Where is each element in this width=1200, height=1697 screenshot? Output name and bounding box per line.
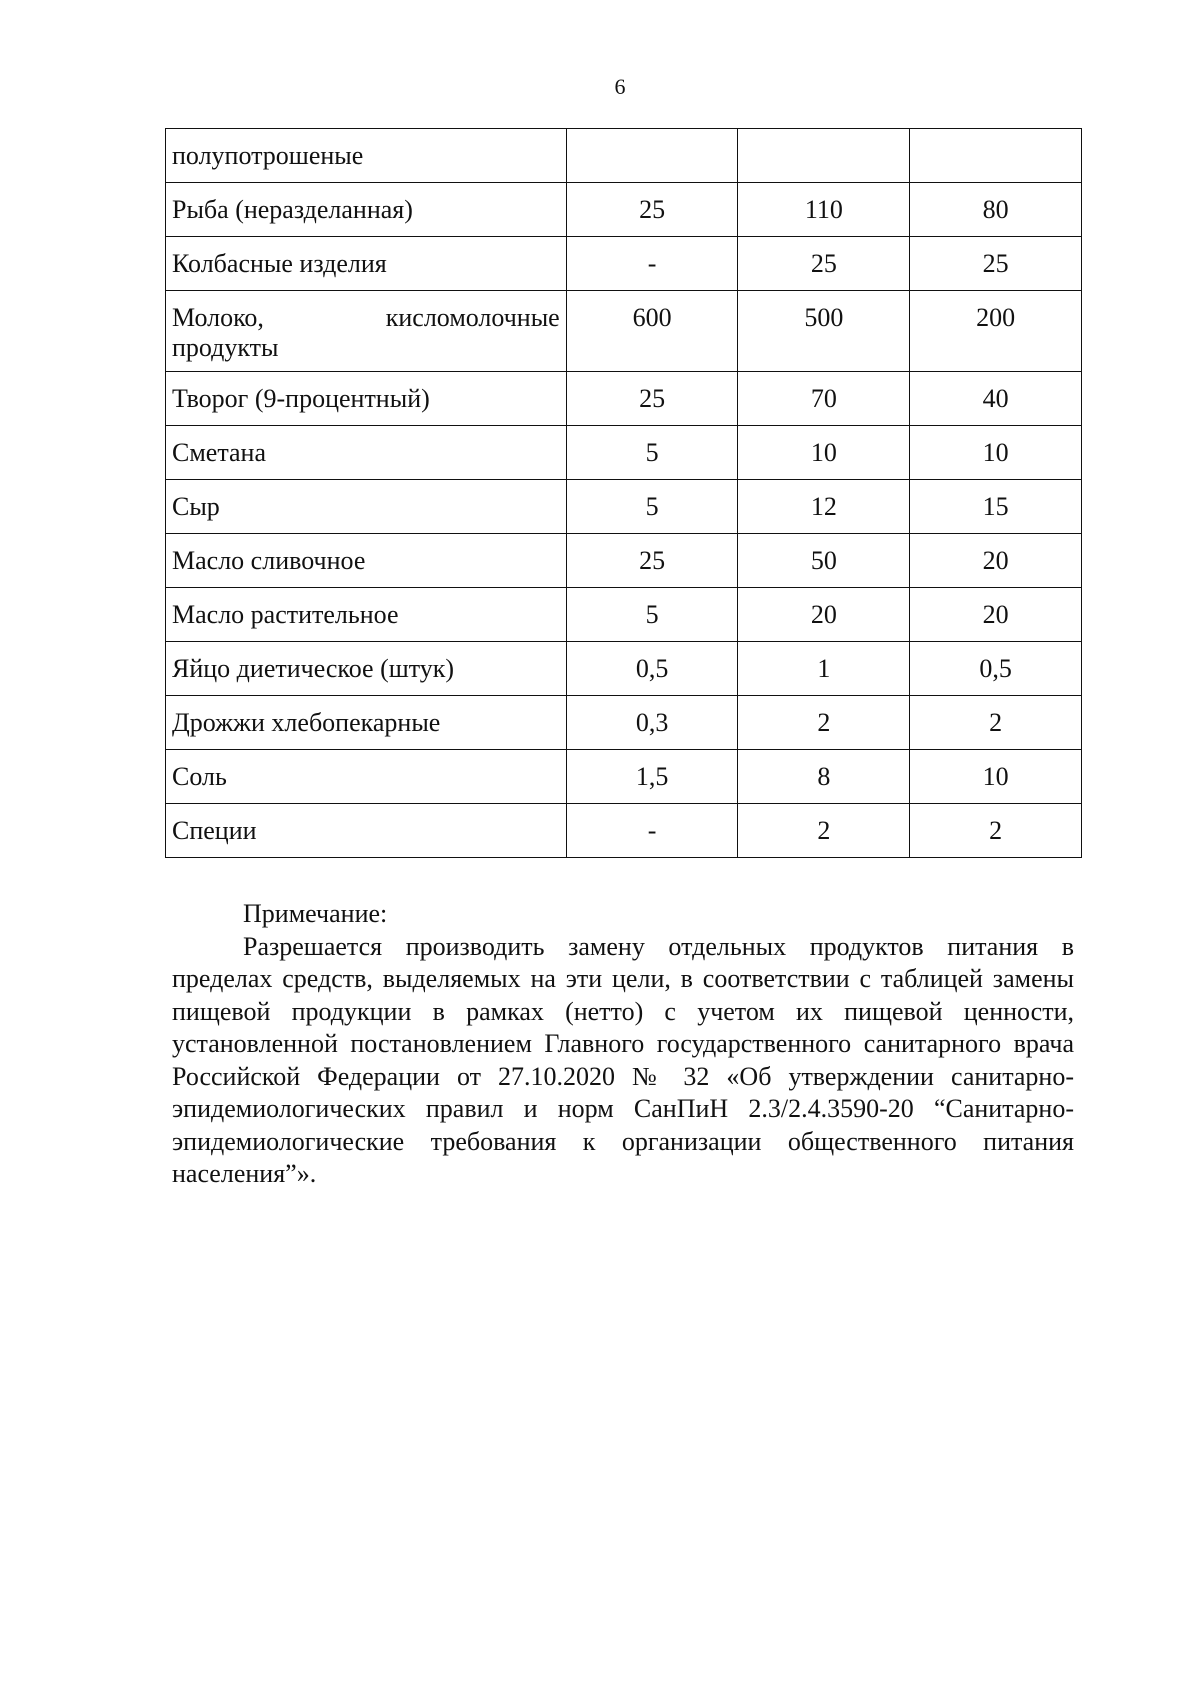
- page-number: 6: [614, 74, 626, 99]
- table-row: [166, 803, 1082, 857]
- product-name-word: кисломолочные: [385, 303, 560, 332]
- table-row: [166, 749, 1082, 803]
- value-col-2: 70: [738, 371, 910, 425]
- value-col-3: 200: [910, 291, 1082, 372]
- table-row: [166, 425, 1082, 479]
- value-col-2: 2: [738, 695, 910, 749]
- value-col-3: 20: [910, 587, 1082, 641]
- product-name: Специи: [166, 803, 567, 857]
- value-col-3: 2: [910, 803, 1082, 857]
- product-name: Рыба (неразделанная): [166, 183, 567, 237]
- value-col-2: 500: [738, 291, 910, 372]
- product-name: Творог (9-процентный): [166, 371, 567, 425]
- value-col-1: -: [566, 803, 738, 857]
- value-col-1: 1,5: [566, 749, 738, 803]
- table-row: [166, 237, 1082, 291]
- product-name: Сметана: [166, 425, 567, 479]
- table-row: [166, 291, 1082, 372]
- product-name-word: Молоко,: [172, 303, 264, 332]
- table-row: [166, 371, 1082, 425]
- value-col-3: 40: [910, 371, 1082, 425]
- value-col-2: 8: [738, 749, 910, 803]
- value-col-3: 2: [910, 695, 1082, 749]
- value-col-2: 12: [738, 479, 910, 533]
- value-col-1: 5: [566, 479, 738, 533]
- product-name: Сыр: [166, 479, 567, 533]
- value-col-3: 80: [910, 183, 1082, 237]
- value-col-1: 25: [566, 371, 738, 425]
- value-col-1: 0,3: [566, 695, 738, 749]
- product-name: Колбасные изделия: [166, 237, 567, 291]
- product-name: Масло сливочное: [166, 533, 567, 587]
- product-name: Яйцо диетическое (штук): [166, 641, 567, 695]
- value-col-1: -: [566, 237, 738, 291]
- value-col-3: 20: [910, 533, 1082, 587]
- value-col-2: 10: [738, 425, 910, 479]
- value-col-3: 0,5: [910, 641, 1082, 695]
- note-body: Разрешается производить замену отдельных продуктов питания в пределах средств, выделяемых на эти цели, в соответствии с таблицей замены пищевой продукции в рамках (нетто) с учетом их пищевой ценности, установленной постановлением Главного государственного санитарного врача Российской Федерации от 27.10.2020 № 32 «Об утверждении санитарно-эпидемиологических правил и норм СанПиН 2.3/2.4.3590-20 “Санитарно-эпидемиологические требования к организации общественного питания населения”».: [172, 931, 1074, 1188]
- products-table: [165, 128, 1082, 858]
- value-col-2: 1: [738, 641, 910, 695]
- value-col-3: 10: [910, 749, 1082, 803]
- value-col-1: [566, 129, 738, 183]
- product-name-line-2: продукты: [172, 332, 279, 362]
- value-col-2: 110: [738, 183, 910, 237]
- table-row: [166, 129, 1082, 183]
- table-row: [166, 695, 1082, 749]
- value-col-3: [910, 129, 1082, 183]
- product-name: Дрожжи хлебопекарные: [166, 695, 567, 749]
- product-name-line-1: [172, 303, 560, 333]
- table-row: [166, 183, 1082, 237]
- table-row: [166, 587, 1082, 641]
- table-row: [166, 641, 1082, 695]
- value-col-2: 25: [738, 237, 910, 291]
- value-col-1: 25: [566, 533, 738, 587]
- note-section: [172, 898, 1074, 1191]
- value-col-2: 2: [738, 803, 910, 857]
- note-title: Примечание:: [243, 899, 388, 928]
- value-col-3: 25: [910, 237, 1082, 291]
- value-col-1: 5: [566, 587, 738, 641]
- value-col-1: 600: [566, 291, 738, 372]
- value-col-1: 0,5: [566, 641, 738, 695]
- value-col-2: [738, 129, 910, 183]
- value-col-2: 20: [738, 587, 910, 641]
- value-col-3: 15: [910, 479, 1082, 533]
- product-name: Масло растительное: [166, 587, 567, 641]
- table-row: [166, 533, 1082, 587]
- table-row: [166, 479, 1082, 533]
- value-col-1: 5: [566, 425, 738, 479]
- value-col-3: 10: [910, 425, 1082, 479]
- product-name: полупотрошеные: [166, 129, 567, 183]
- product-name: Соль: [166, 749, 567, 803]
- product-name: [166, 291, 567, 372]
- value-col-2: 50: [738, 533, 910, 587]
- value-col-1: 25: [566, 183, 738, 237]
